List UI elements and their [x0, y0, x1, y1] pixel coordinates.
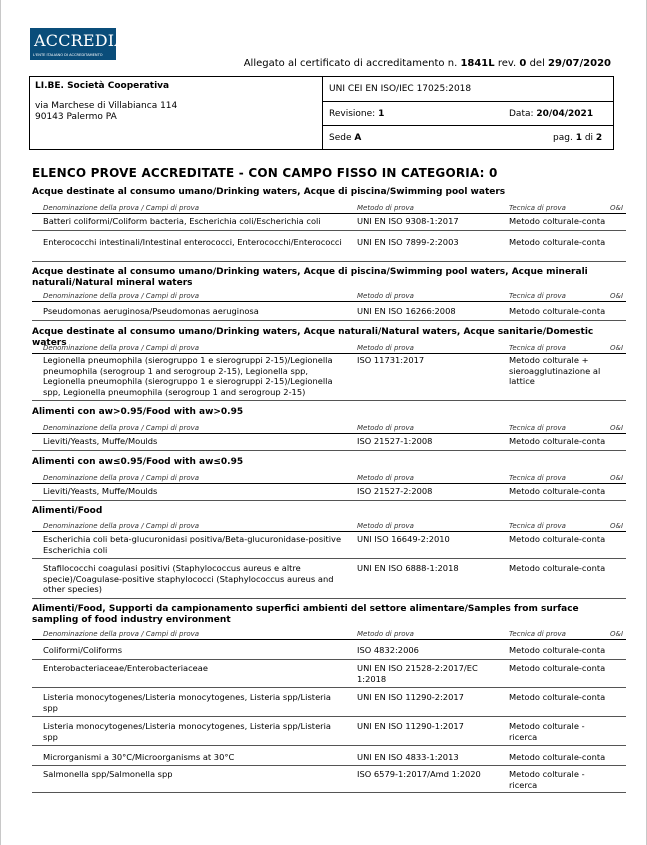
- test-method: ISO 11731:2017: [357, 355, 425, 365]
- test-method: ISO 6579-1:2017/Amd 1:2020: [357, 769, 481, 779]
- column-header-oi: O&I: [610, 204, 624, 212]
- test-technique: Metodo colturale-conta: [509, 486, 606, 496]
- row-divider: [32, 598, 626, 599]
- row-divider: [32, 716, 626, 717]
- test-name: Pseudomonas aeruginosa/Pseudomonas aeruginosa: [43, 306, 259, 316]
- header-underline: [32, 301, 626, 302]
- section-title: Alimenti/Food: [32, 506, 103, 516]
- column-header-oi: O&I: [610, 424, 624, 432]
- test-technique: Metodo colturale-conta: [509, 216, 606, 226]
- column-header-tecnica: Tecnica di prova: [509, 630, 566, 638]
- column-header-oi: O&I: [610, 344, 624, 352]
- column-header-prova: Denominazione della prova / Campi di prova: [43, 474, 200, 482]
- test-technique: Metodo colturale + sieroagglutinazione al lattice: [509, 355, 601, 386]
- column-header-prova: Denominazione della prova / Campi di prova: [43, 204, 200, 212]
- section-title: Alimenti/Food, Supporti da campionamento superfici ambienti del settore alimentare/Samples from surface sampling of food industry environment: [32, 604, 579, 625]
- column-header-metodo: Metodo di prova: [357, 630, 414, 638]
- address-line-2: 90143 Palermo PA: [35, 112, 117, 122]
- column-header-metodo: Metodo di prova: [357, 522, 414, 530]
- test-method: UNI EN ISO 6888-1:2018: [357, 563, 459, 573]
- row-divider: [32, 230, 626, 231]
- test-name: Escherichia coli beta-glucuronidasi positiva/Beta-glucuronidase-positive Escherichia coli: [43, 534, 342, 555]
- test-name: Batteri coliformi/Coliform bacteria, Escherichia coli/Escherichia coli: [43, 216, 321, 226]
- row-divider: [32, 500, 626, 501]
- row-divider: [32, 450, 626, 451]
- rev-label: rev.: [497, 58, 517, 69]
- allegato-prefix: Allegato al certificato di accreditamento n.: [243, 58, 458, 69]
- section-title: Acque destinate al consumo umano/Drinking waters, Acque naturali/Natural waters, Acque sanitarie/Domestic waters: [32, 327, 594, 348]
- test-technique: Metodo colturale-conta: [509, 306, 606, 316]
- column-header-metodo: Metodo di prova: [357, 204, 414, 212]
- row-divider: [32, 261, 626, 262]
- header-divider: [322, 77, 323, 149]
- header-underline: [32, 433, 626, 434]
- row-divider: [32, 320, 626, 321]
- column-header-tecnica: Tecnica di prova: [509, 474, 566, 482]
- allegato-date: 29/07/2020: [548, 58, 611, 69]
- of-label: di: [584, 133, 594, 143]
- column-header-tecnica: Tecnica di prova: [509, 424, 566, 432]
- test-name: Lieviti/Yeasts, Muffe/Moulds: [43, 436, 158, 446]
- column-header-metodo: Metodo di prova: [357, 292, 414, 300]
- test-name: Listeria monocytogenes/Listeria monocytogenes, Listeria spp/Listeria spp: [43, 721, 331, 742]
- revision-value: 1: [378, 109, 385, 119]
- test-method: ISO 21527-1:2008: [357, 436, 433, 446]
- test-method: ISO 4832:2006: [357, 645, 419, 655]
- logo-text: ACCREDIA: [34, 31, 127, 50]
- test-technique: Metodo colturale-conta: [509, 752, 606, 762]
- column-header-metodo: Metodo di prova: [357, 424, 414, 432]
- certificate-number: 1841L: [460, 58, 495, 69]
- test-technique: Metodo colturale-conta: [509, 237, 606, 247]
- test-name: Enterococchi intestinali/Intestinal enterococci, Enterococchi/Enterococci: [43, 237, 342, 247]
- lab-name: LI.BE. Società Cooperativa: [35, 81, 170, 91]
- revision: [329, 109, 384, 119]
- test-technique: Metodo colturale-conta: [509, 534, 606, 544]
- test-method: UNI EN ISO 16266:2008: [357, 306, 456, 316]
- test-method: UNI EN ISO 4833-1:2013: [357, 752, 459, 762]
- header-date: [509, 109, 593, 119]
- header-underline: [32, 353, 626, 354]
- section-title: Acque destinate al consumo umano/Drinking waters, Acque di piscina/Swimming pool waters, Acque minerali naturali/Natural mineral waters: [32, 267, 588, 288]
- page-counter: [553, 133, 602, 143]
- test-name: Enterobacteriaceae/Enterobacteriaceae: [43, 663, 208, 673]
- test-name: Listeria monocytogenes/Listeria monocytogenes, Listeria spp/Listeria spp: [43, 692, 331, 713]
- allegato-line: [244, 58, 611, 69]
- test-method: UNI EN ISO 11290-2:2017: [357, 692, 464, 702]
- page-label: pag.: [553, 133, 573, 143]
- test-technique: Metodo colturale-conta: [509, 436, 606, 446]
- row-divider: [32, 659, 626, 660]
- row-divider: [32, 558, 626, 559]
- column-header-metodo: Metodo di prova: [357, 344, 414, 352]
- test-name: Coliformi/Coliforms: [43, 645, 123, 655]
- header-row-divider: [322, 125, 614, 126]
- sede-label: Sede: [329, 133, 352, 143]
- header-underline: [32, 639, 626, 640]
- test-method: ISO 21527-2:2008: [357, 486, 433, 496]
- test-method: UNI EN ISO 7899-2:2003: [357, 237, 459, 247]
- row-divider: [32, 765, 626, 766]
- column-header-metodo: Metodo di prova: [357, 474, 414, 482]
- date-value: 20/04/2021: [536, 109, 594, 119]
- test-name: Salmonella spp/Salmonella spp: [43, 769, 173, 779]
- del-label: del: [529, 58, 545, 69]
- test-technique: Metodo colturale-conta: [509, 663, 606, 673]
- test-name: Legionella pneumophila (sierogruppo 1 e sierogruppi 2-15)/Legionella pneumophila (serogroup 1 and serogroup 2-15), Legionella spp, Legionella pneumophila (sierogruppo 1 e sierogruppi 2-15)/Legionella spp, Legionella pneumophila (serogroup 1 and serogroup 2-15): [43, 355, 333, 397]
- column-header-prova: Denominazione della prova / Campi di prova: [43, 424, 200, 432]
- accredia-logo: [30, 28, 127, 60]
- column-header-tecnica: Tecnica di prova: [509, 204, 566, 212]
- revision-label: Revisione:: [329, 109, 376, 119]
- address-line-1: via Marchese di Villabianca 114: [35, 101, 178, 111]
- standard: UNI CEI EN ISO/IEC 17025:2018: [329, 84, 472, 94]
- header-box: [29, 76, 614, 150]
- column-header-prova: Denominazione della prova / Campi di prova: [43, 292, 200, 300]
- page-total: 2: [595, 133, 603, 143]
- test-method: UNI EN ISO 21528-2:2017/EC 1:2018: [357, 663, 478, 684]
- page-number: 1: [575, 133, 582, 143]
- test-method: UNI EN ISO 9308-1:2017: [357, 216, 459, 226]
- row-divider: [32, 687, 626, 688]
- row-divider: [32, 400, 626, 401]
- header-row-divider: [322, 101, 614, 102]
- column-header-oi: O&I: [610, 292, 624, 300]
- header-underline: [32, 531, 626, 532]
- column-header-tecnica: Tecnica di prova: [509, 344, 566, 352]
- test-method: UNI ISO 16649-2:2010: [357, 534, 450, 544]
- test-technique: Metodo colturale-conta: [509, 692, 606, 702]
- sede-value: A: [354, 133, 362, 143]
- column-header-prova: Denominazione della prova / Campi di prova: [43, 344, 200, 352]
- section-title: Alimenti con aw>0.95/Food with aw>0.95: [32, 407, 244, 417]
- test-technique: Metodo colturale-conta: [509, 645, 606, 655]
- test-technique: Metodo colturale - ricerca: [509, 721, 585, 742]
- row-divider: [32, 745, 626, 746]
- section-title: Acque destinate al consumo umano/Drinking waters, Acque di piscina/Swimming pool waters: [32, 187, 506, 197]
- header-underline: [32, 213, 626, 214]
- test-method: UNI EN ISO 11290-1:2017: [357, 721, 464, 731]
- section-title: Alimenti con aw≤0.95/Food with aw≤0.95: [32, 457, 244, 467]
- logo-subtitle: L'ENTE ITALIANO DI ACCREDITAMENTO: [33, 53, 103, 57]
- test-name: Microrganismi a 30°C/Microorganisms at 30°C: [43, 752, 235, 762]
- header-underline: [32, 483, 626, 484]
- sede: [329, 133, 361, 143]
- test-technique: Metodo colturale-conta: [509, 563, 606, 573]
- test-name: Lieviti/Yeasts, Muffe/Moulds: [43, 486, 158, 496]
- page-title: ELENCO PROVE ACCREDITATE - CON CAMPO FISSO IN CATEGORIA: 0: [32, 166, 498, 180]
- column-header-oi: O&I: [610, 474, 624, 482]
- row-divider: [32, 792, 626, 793]
- column-header-prova: Denominazione della prova / Campi di prova: [43, 522, 200, 530]
- column-header-oi: O&I: [610, 630, 624, 638]
- column-header-tecnica: Tecnica di prova: [509, 522, 566, 530]
- test-technique: Metodo colturale - ricerca: [509, 769, 585, 790]
- column-header-oi: O&I: [610, 522, 624, 530]
- lab-address: [35, 101, 177, 123]
- date-label: Data:: [509, 109, 534, 119]
- column-header-prova: Denominazione della prova / Campi di prova: [43, 630, 200, 638]
- column-header-tecnica: Tecnica di prova: [509, 292, 566, 300]
- test-name: Stafilococchi coagulasi positivi (Staphylococcus aureus e altre specie)/Coagulase-positive staphylococci (Staphylococcus aureus and other species): [43, 563, 334, 594]
- rev-number: 0: [519, 58, 527, 69]
